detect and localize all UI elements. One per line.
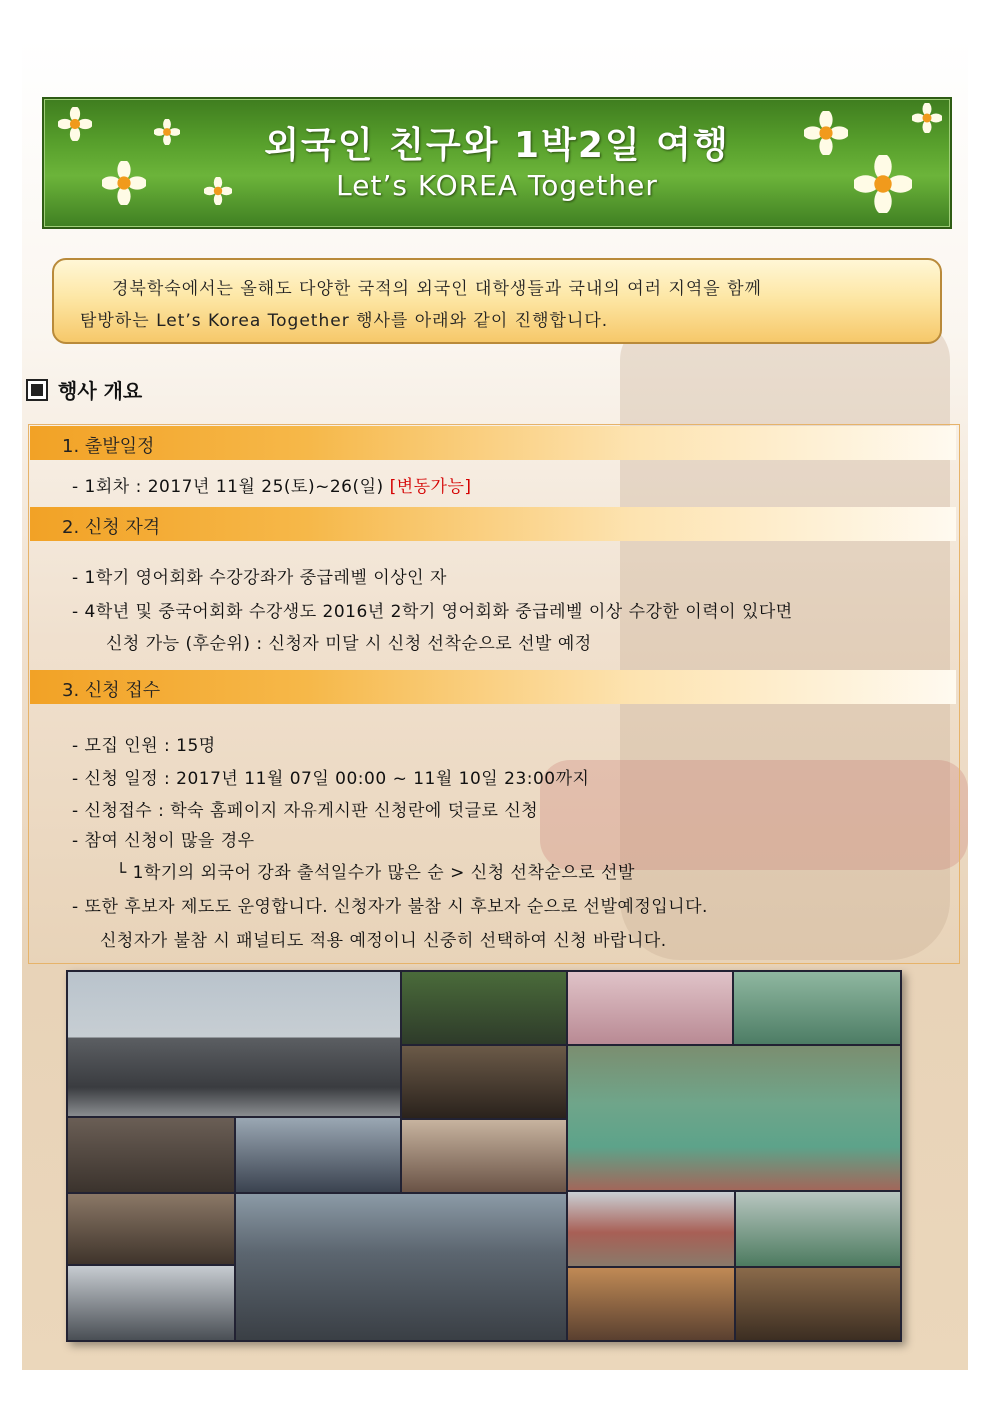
application-heading: 3. 신청 접수 <box>62 680 161 701</box>
section-heading <box>26 375 142 404</box>
intro-line-1: 경북학숙에서는 올해도 다양한 국적의 외국인 대학생들과 국내의 여러 지역을 함께 <box>112 279 762 299</box>
filled-square-icon <box>26 379 48 401</box>
group-photo <box>568 1192 734 1266</box>
application-line-5: └ 1학기의 외국어 강좌 출석일수가 많은 순 > 신청 선착순으로 선발 <box>116 863 635 883</box>
schedule-line <box>72 472 472 497</box>
eligibility-heading: 2. 신청 자격 <box>62 517 161 538</box>
banner-title: 외국인 친구와 1박2일 여행 <box>264 125 730 166</box>
eligibility-line-3: 신청 가능 (후순위) : 신청자 미달 시 신청 선착순으로 선발 예정 <box>106 634 592 654</box>
application-line-3: - 신청접수 : 학숙 홈페이지 자유게시판 신청란에 덧글로 신청 <box>72 801 539 821</box>
intro-box <box>52 258 942 344</box>
group-photo <box>68 1266 234 1340</box>
group-photo <box>402 972 566 1044</box>
title-banner <box>42 97 952 229</box>
heading-bar-eligibility <box>30 507 956 541</box>
group-photo <box>568 1046 900 1190</box>
group-photo <box>736 1192 900 1266</box>
group-photo <box>568 1268 734 1340</box>
application-line-7: 신청자가 불참 시 패널티도 적용 예정이니 신중히 선택하여 신청 바랍니다. <box>100 931 667 951</box>
group-photo <box>402 1120 566 1192</box>
group-photo <box>236 1194 566 1340</box>
application-line-6: - 또한 후보자 제도도 운영합니다. 신청자가 불참 시 후보자 순으로 선발예정입니다. <box>72 897 708 917</box>
group-photo <box>236 1118 400 1192</box>
group-photo <box>68 1118 234 1192</box>
eligibility-line-2: - 4학년 및 중국어회화 수강생도 2016년 2학기 영어회화 중급레벨 이상 수강한 이력이 있다면 <box>72 602 793 622</box>
schedule-heading: 1. 출발일정 <box>62 436 155 457</box>
group-photo <box>402 1046 566 1118</box>
section-title: 행사 개요 <box>58 379 143 403</box>
group-photo <box>568 972 732 1044</box>
intro-line-2: 탐방하는 Let’s Korea Together 행사를 아래와 같이 진행합니다. <box>80 311 609 331</box>
photo-collage <box>66 970 902 1342</box>
application-line-2: - 신청 일정 : 2017년 11월 07일 00:00 ~ 11월 10일 23:00까지 <box>72 769 590 789</box>
schedule-text: - 1회차 : 2017년 11월 25(토)~26(일) <box>72 477 384 497</box>
heading-bar-application <box>30 670 956 704</box>
heading-bar-schedule <box>30 426 956 460</box>
eligibility-line-1: - 1학기 영어회화 수강강좌가 중급레벨 이상인 자 <box>72 568 447 588</box>
banner-subtitle: Let’s KOREA Together <box>336 169 658 202</box>
application-line-1: - 모집 인원 : 15명 <box>72 736 216 756</box>
group-photo <box>68 972 400 1116</box>
group-photo <box>734 972 900 1044</box>
group-photo <box>736 1268 900 1340</box>
group-photo <box>68 1194 234 1264</box>
application-line-4: - 참여 신청이 많을 경우 <box>72 831 255 851</box>
schedule-note: [변동가능] <box>389 477 472 497</box>
